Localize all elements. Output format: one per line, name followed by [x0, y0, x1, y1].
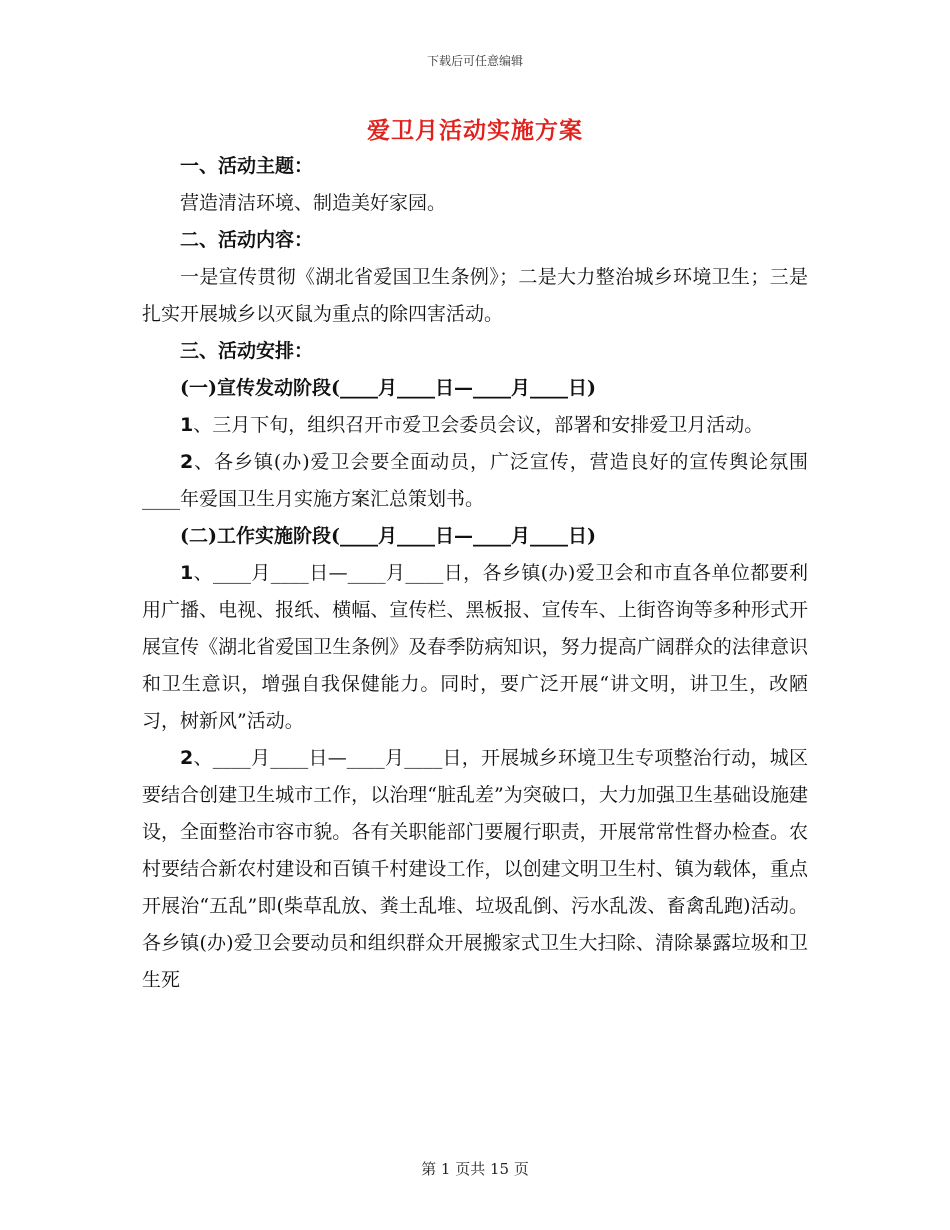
document-title: 爱卫月活动实施方案 — [367, 117, 583, 144]
item-text: 、各乡镇(办)爱卫会要全面动员，广泛宣传，营造良好的宣传舆论氛围____年爱国卫生月实施方案汇总策划书。 — [142, 451, 808, 510]
section-body-theme: 营造清洁环境、制造美好家园。 — [180, 192, 447, 214]
item-text: 、____月____日—____月____日，开展城乡环境卫生专项整治行动，城区要结合创建卫生城市工作，以治理“脏乱差”为突破口，大力加强卫生基础设施建设，全面整治市容市貌。各有关职能部门要履行职责，开展常常性督办检查。农村要结合新农村建设和百镇千村建设工作，以创建文明卫生村、镇为载体，重点开展治“五乱”即(柴草乱放、粪土乱堆、垃圾乱倒、污水乱泼、畜禽乱跑)活动。各乡镇(办)爱卫会要动员和组织群众开展搬家式卫生大扫除、清除暴露垃圾和卫生死 — [142, 747, 808, 991]
item-number: 1 — [180, 562, 194, 584]
phase1-item-2 — [142, 444, 808, 518]
item-text: 、____月____日—____月____日，各乡镇(办)爱卫会和市直各单位都要利用广播、电视、报纸、横幅、宣传栏、黑板报、宣传车、上街咨询等多种形式开展宣传《湖北省爱国卫生条例》及春季防病知识，努力提高广阔群众的法律意识和卫生意识，增强自我保健能力。同时，要广泛开展“讲文明，讲卫生，改陋习，树新风”活动。 — [142, 562, 808, 732]
item-text: 、三月下旬，组织召开市爱卫会委员会议，部署和安排爱卫月活动。 — [193, 414, 764, 436]
phase-heading-publicity: (一)宣传发动阶段(____月____日—____月____日) — [180, 377, 596, 399]
item-number: 2 — [180, 451, 194, 473]
phase1-item-1 — [142, 407, 808, 444]
phase-heading-implementation: (二)工作实施阶段(____月____日—____月____日) — [180, 525, 596, 547]
page-footer: 第 1 页共 15 页 — [421, 1160, 529, 1178]
section-heading-content: 二、活动内容： — [180, 229, 314, 251]
item-number: 1 — [180, 414, 194, 436]
section-body-content: 一是宣传贯彻《湖北省爱国卫生条例》；二是大力整治城乡环境卫生；三是扎实开展城乡以灭鼠为重点的除四害活动。 — [142, 266, 808, 325]
page-header: 下载后可任意编辑 — [426, 54, 523, 68]
document-body — [142, 148, 808, 999]
phase2-item-2 — [142, 740, 808, 999]
phase2-item-1 — [142, 555, 808, 740]
item-number: 2 — [180, 747, 194, 769]
section-heading-arrangement: 三、活动安排： — [180, 340, 314, 362]
section-heading-theme: 一、活动主题： — [180, 155, 314, 177]
